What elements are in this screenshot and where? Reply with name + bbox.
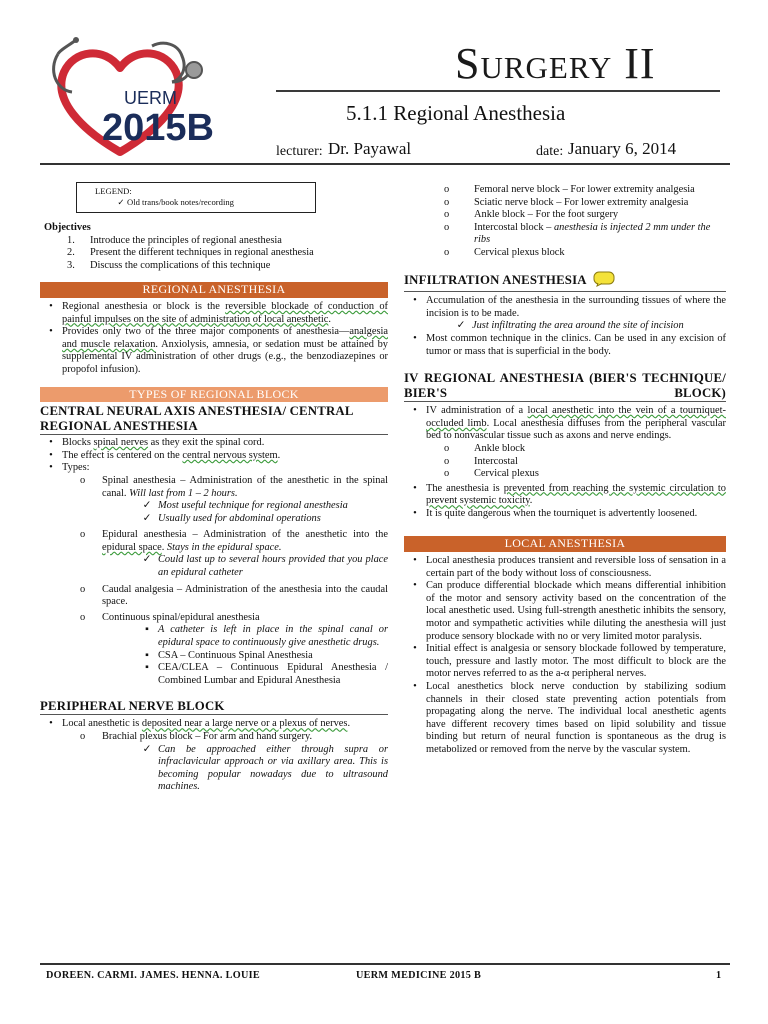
cna-heading: CENTRAL NEURAL AXIS ANESTHESIA/ CENTRAL REGIONAL ANESTHESIA	[40, 404, 388, 435]
note: Usually used for abdominal operations	[158, 512, 321, 524]
types-label: Types:	[62, 462, 90, 474]
objective-number: 1.	[67, 234, 75, 246]
bullet-icon: •	[49, 449, 53, 461]
text-underlined: epidural space	[102, 541, 162, 553]
circle-bullet-icon: o	[444, 455, 450, 467]
square-bullet-icon: ▪	[145, 624, 149, 636]
right-column	[404, 184, 726, 757]
paragraph: Accumulation of the anesthesia in the surrounding tissues of where the incision is to be made.	[426, 295, 726, 319]
paragraph	[62, 326, 388, 376]
objective-item: Discuss the complications of this technique	[90, 259, 271, 271]
bullet-icon: •	[413, 332, 417, 344]
paragraph: Local anesthesia produces transient and reversible loss of sensation in a certain part of the body without loss of consciousness.	[426, 555, 726, 579]
paragraph	[426, 405, 726, 443]
text-underlined: prevented from reaching the systemic circulation to prevent systemic toxicity	[426, 482, 726, 507]
section-band-types: TYPES OF REGIONAL BLOCK	[40, 387, 388, 403]
circle-bullet-icon: o	[444, 184, 450, 195]
bullet-icon: •	[49, 437, 53, 449]
check-icon: ✓	[117, 196, 125, 207]
legend-title: LEGEND:	[95, 186, 132, 196]
check-icon: ✓	[142, 554, 152, 566]
note: Can be approached either through supra or infraclavicular approach or via axillary area. This is becoming popular nowadays due to ultrasound machines.	[158, 743, 388, 793]
text: as they exit the spinal cord.	[148, 437, 265, 449]
text-underlined: spinal nerves	[93, 437, 149, 449]
circle-bullet-icon: o	[444, 221, 450, 233]
paragraph: Local anesthetics block nerve conduction by stabilizing sodium channels in their closed state preventing action potentials from propagating along the nerve. The individual local anesthetic agents have different recovery times based on lipid solubility and tissue binding but return of neural function is spontaneous as the drug is metabolized or removed from the nerve by the vascular system.	[426, 681, 726, 755]
paragraph	[102, 475, 388, 500]
peripheral-heading: PERIPHERAL NERVE BLOCK	[40, 699, 388, 715]
text: The effect is centered on the	[62, 449, 183, 461]
paragraph	[62, 301, 388, 326]
paragraph: Cervical plexus	[474, 468, 539, 480]
bullet-icon: •	[413, 555, 417, 567]
paragraph	[102, 529, 388, 554]
circle-bullet-icon: o	[80, 474, 86, 486]
date-label: date:	[536, 144, 564, 159]
infiltration-heading-row	[404, 271, 726, 293]
paragraph: Cervical plexus block	[474, 246, 565, 258]
bullet-icon: •	[49, 462, 53, 474]
paragraph	[426, 483, 726, 508]
text: The anesthesia is	[426, 482, 504, 494]
text: .	[529, 495, 533, 507]
legend-box	[76, 182, 316, 213]
footer-institution: UERM MEDICINE 2015 B	[356, 970, 482, 981]
circle-bullet-icon: o	[80, 731, 86, 742]
paragraph: Continuous spinal/epidural anesthesia	[102, 611, 260, 623]
paragraph: Intercostal	[474, 455, 518, 467]
circle-bullet-icon: o	[444, 196, 450, 208]
text-italic: Stays in the epidural space.	[166, 541, 282, 553]
text: Regional anesthesia or block is the	[62, 300, 226, 312]
circle-bullet-icon: o	[444, 442, 450, 454]
page-number: 1	[716, 970, 722, 981]
logo-year-text: 2015B	[102, 107, 214, 149]
paragraph	[62, 718, 388, 731]
bullet-icon: •	[49, 326, 53, 338]
objective-item: Introduce the principles of regional anesthesia	[90, 234, 282, 246]
text-underlined: local anesthetic into the vein of a tourniquet-occluded limb	[426, 405, 726, 429]
legend-item: Old trans/book notes/recording	[127, 196, 234, 207]
text: Provides only two of the three major components of anesthesia—	[62, 326, 350, 338]
lecture-title: 5.1.1 Regional Anesthesia	[346, 101, 566, 125]
text: Blocks	[62, 437, 94, 449]
comment-icon[interactable]	[593, 271, 615, 292]
lecturer-label: lecturer:	[276, 144, 323, 159]
note: Just infiltrating the area around the site of incision	[472, 320, 684, 332]
objective-item: Present the different techniques in regional anesthesia	[90, 247, 314, 259]
text: .	[328, 313, 331, 325]
circle-bullet-icon: o	[444, 209, 450, 221]
bullet-icon: •	[413, 405, 417, 417]
text-italic: anesthesia is injected 2 mm under the ribs	[474, 221, 711, 246]
text-underlined: deposited near a large nerve or a plexus of nerves	[141, 718, 348, 730]
header-divider	[40, 163, 730, 165]
circle-bullet-icon: o	[80, 611, 86, 623]
paragraph: Brachial plexus block – For arm and hand surgery.	[102, 731, 313, 742]
check-icon: ✓	[142, 512, 152, 524]
check-icon: ✓	[142, 743, 152, 755]
footer-authors: DOREEN. CARMI. JAMES. HENNA. LOUIE	[46, 970, 260, 981]
date-value: January 6, 2014	[568, 139, 677, 158]
text: Local anesthetic is	[62, 718, 142, 730]
iv-regional-heading: IV REGIONAL ANESTHESIA (BIER'S TECHNIQUE/ BIER'S BLOCK)	[404, 371, 726, 401]
left-column	[40, 182, 388, 794]
bullet-icon: •	[413, 482, 417, 494]
text-underlined: reversible blockade of conduction of painful impulses on the site of administration of local anesthetic	[62, 300, 388, 325]
text-underlined: analgesia and muscle relaxation	[62, 326, 388, 350]
text: . Local anesthesia diffuses from the peripheral vascular bed to nonvascular tissue such as axons and nerve endings.	[426, 417, 726, 442]
bullet-icon: •	[49, 718, 53, 730]
lecturer-name: Dr. Payawal	[328, 139, 412, 158]
paragraph: Initial effect is analgesia or sensory blockade followed by temperature, touch, pressure and lastly motor. The most difficult to block are the motor nerves referred to as the a-α peripheral nerves.	[426, 643, 726, 680]
note: CSA – Continuous Spinal Anesthesia	[158, 649, 313, 661]
paragraph: Ankle block	[474, 442, 526, 454]
objective-number: 3.	[67, 259, 75, 271]
bullet-icon: •	[413, 507, 417, 519]
text: .	[277, 449, 281, 461]
section-band-local: LOCAL ANESTHESIA	[404, 536, 726, 552]
circle-bullet-icon: o	[80, 583, 86, 595]
circle-bullet-icon: o	[444, 246, 450, 258]
paragraph: Most common technique in the clinics. Can be used in any excision of tumor or mass that is superficial in the body.	[426, 332, 726, 357]
text: IV administration of a	[426, 405, 528, 417]
circle-bullet-icon: o	[80, 529, 86, 541]
bullet-icon: •	[49, 300, 53, 312]
paragraph	[62, 450, 388, 463]
title-divider	[276, 90, 720, 92]
text: .	[161, 541, 167, 553]
note: Most useful technique for regional anesthesia	[158, 500, 348, 512]
check-icon: ✓	[456, 320, 466, 332]
note: Could last up to several hours provided that you place an epidural catheter	[158, 554, 388, 579]
text: .	[347, 718, 351, 730]
uerm-logo	[42, 30, 272, 170]
course-title: Surgery II	[455, 39, 656, 88]
check-icon: ✓	[142, 500, 152, 512]
paragraph: Femoral nerve block – For lower extremity analgesia	[474, 184, 695, 195]
circle-bullet-icon: o	[444, 468, 450, 480]
paragraph: Sciatic nerve block – For lower extremity analgesia	[474, 196, 689, 208]
bullet-icon: •	[413, 643, 417, 655]
text: . Anxiolysis, amnesia, or sedation must be attained by supplemental IV administration of other drugs (e.g., the benzodiazepines or propofol infusion).	[62, 338, 388, 375]
objective-number: 2.	[67, 247, 75, 259]
text: Spinal anesthesia – Administration of the anesthetic in the spinal canal.	[102, 474, 388, 499]
logo-uerm-text: UERM	[124, 88, 177, 108]
paragraph	[474, 222, 726, 247]
paragraph: Can produce differential blockade which means differential inhibition of the motor and sensory activity based on the concentration of the local anesthetic used. Using full-strength anesthetic inhibits the sensory, motor and sympathetic activities while diluting the anesthesia will just produce sensory blockade with no or very limited motor paralysis.	[426, 580, 726, 642]
note: A catheter is left in place in the spinal canal or epidural space to continuously give anesthetic drugs.	[158, 624, 388, 649]
bullet-icon: •	[413, 295, 417, 307]
square-bullet-icon: ▪	[145, 662, 149, 674]
section-band-regional: REGIONAL ANESTHESIA	[40, 282, 388, 298]
square-bullet-icon: ▪	[145, 649, 149, 661]
bullet-icon: •	[413, 580, 417, 592]
footer-divider	[40, 963, 730, 965]
text: Intercostal block –	[474, 221, 554, 233]
note: CEA/CLEA – Continuous Epidural Anesthesia / Combined Lumbar and Epidural Anesthesia	[158, 662, 388, 686]
text-underlined: central nervous system	[182, 449, 278, 461]
bullet-icon: •	[413, 681, 417, 692]
objectives-title: Objectives	[44, 222, 91, 233]
paragraph	[62, 437, 388, 450]
paragraph: Caudal analgesia – Administration of the anesthesia into the caudal space.	[102, 583, 388, 608]
text-italic: Will last from 1 – 2 hours.	[129, 487, 238, 499]
infiltration-heading: INFILTRATION ANESTHESIA	[404, 273, 587, 288]
text: Epidural anesthesia – Administration of the anesthetic into the	[102, 529, 388, 541]
paragraph: Ankle block – For the foot surgery	[474, 209, 619, 221]
paragraph: It is quite dangerous when the tourniquet is advertently loosened.	[426, 507, 698, 519]
